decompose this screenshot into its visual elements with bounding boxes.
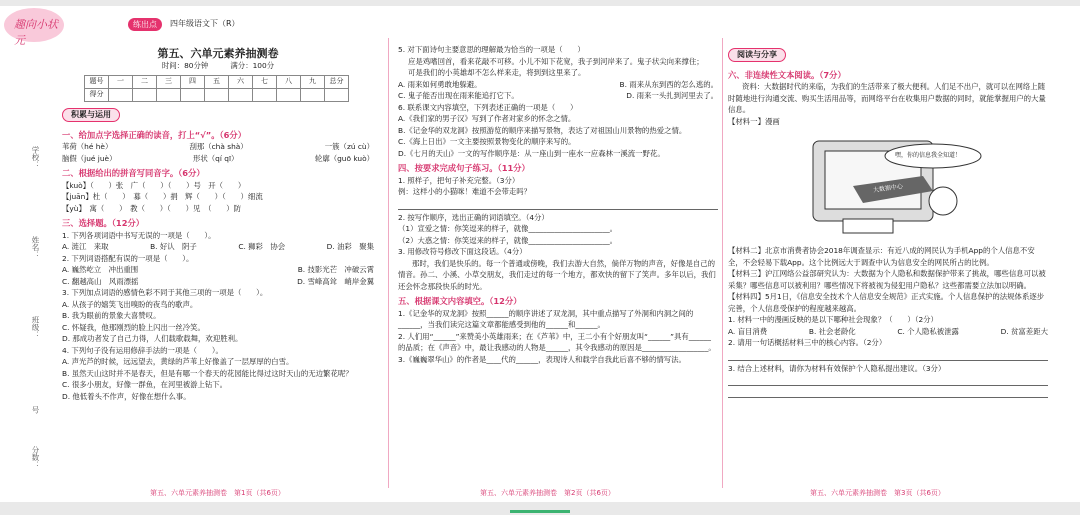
cartoon-image (783, 131, 993, 241)
score-cell[interactable] (253, 89, 277, 102)
intro-text: 资料：大数据时代的来临，为我们的生活带来了极大便利。人们足不出户，就可以在网络上随时随地进行沟通交流、购买生活用品等，而网络平台在收集用户数据的同时，就能掌握用户的大量信息。 (728, 82, 1046, 114)
fill-blank: 3.《巍巍翠华山》的作者是____代的______，表现诗人和载学自我此后喜不够的情写法。 (398, 354, 686, 364)
option: B. 社会老龄化 (808, 326, 856, 336)
option: B. 雨来从东到西的怎么逃的。 (619, 79, 718, 89)
material-3: 【材料三】沪江网络公益部研究认为：大数据为个人隐私和数据保护带来了挑战，哪些信息可以被采集？哪些信息可以被利用？哪些情况下将被视为侵犯用户隐私？这些都需要立法加以明确。 (728, 269, 1046, 290)
score-header-cell: 六 (229, 76, 253, 89)
task: 3. 用修改符号修改下面这段话。（4分） (398, 247, 527, 256)
page-footer: 第五、六单元素养抽测卷 第2页（共6页） (480, 489, 615, 497)
score-header-cell: 二 (133, 76, 157, 89)
option: D. 那成功者发了自己力得，人们载歌载舞，欢迎胜利。 (62, 334, 243, 343)
score-table (84, 75, 349, 102)
section-2-title: 二、根据给出的拼音写同音字。（6分） (62, 168, 205, 178)
task: （2）大惑之情：你笑逗来的样子，就像______________________。 (398, 235, 618, 245)
cartoon-bubble: 嘿，你的信息我全知道！ (895, 152, 962, 159)
task: 1. 照样子，把句子补充完整。（3分） (398, 175, 520, 185)
options (398, 90, 718, 102)
divider (388, 38, 389, 488)
item: 刮那（chà shà） (189, 142, 248, 151)
scroll-indicator[interactable] (510, 510, 570, 513)
options (62, 264, 374, 276)
divider (722, 38, 723, 488)
options (62, 276, 374, 288)
homophone-row: 【kuò】（ ）张 广（ ）（ ）号 开（ ） (62, 180, 246, 190)
score-header-cell: 八 (277, 76, 301, 89)
option: A. 雨来如何勇敢地躲避。 (398, 79, 482, 89)
score-cell[interactable] (277, 89, 301, 102)
passage: 那时，我们是快乐的。每一个普通或傍晚，我们去游大自然，倘佯万物的声音，好像是自己的情音。孙二、小溪、小草交朋友，我们走过的每一个地方，都欢快的留下了笑声。多年以后，我们还会怀念那段快乐的时光。 (398, 258, 716, 291)
item: 形状（qí qī） (193, 153, 239, 163)
answer-line (728, 351, 1048, 361)
score-header-cell: 七 (253, 76, 277, 89)
exam-sheet (0, 6, 1080, 502)
material-1-label: 【材料一】漫画 (728, 116, 780, 126)
option: B. 好认 阴子 (150, 242, 197, 251)
question: 6. 联系课文内容填空，下列表述正确的一项是（ ） (398, 102, 578, 112)
score-cell[interactable] (325, 89, 349, 102)
column-1 (62, 44, 374, 402)
option: B. 技影光芒 冲破云霄 (297, 265, 374, 274)
material-4: 【材料四】5月1日，《信息安全技术个人信息安全规范》正式实施。个人信息保护的法规体系逐步完善，个人信息受保护的程度越来越高。 (728, 292, 1045, 313)
homophone-row: 【juān】杜（ ） 募（ ）捐 辉（ ）（ ）细流 (62, 192, 263, 201)
section-1-title: 一、给加点字选择正确的读音，打上“√”。（6分） (62, 129, 247, 140)
section-5-title: 五、根据课文内容填空。（12分） (398, 296, 522, 306)
question: 3. 下列加点词语的感情色彩不同于其他三项的一项是（ ）。 (62, 288, 268, 297)
item: 轮廓（guō kuò） (314, 153, 374, 163)
page-footer: 第五、六单元素养抽测卷 第3页（共6页） (810, 489, 945, 497)
score-header-cell: 四 (181, 76, 205, 89)
question: 2. 下列词语搭配有误的一项是（ ）。 (62, 253, 194, 263)
answer-line (728, 376, 1048, 386)
option: A.《我们家的男子汉》写到了作者对家乡的怀念之情。 (398, 114, 576, 123)
option: C. 个人隐私被泄露 (897, 326, 959, 336)
logo-text: 趣向小状元 (14, 18, 58, 47)
time-score: 时间：80分钟 满分：100分 (161, 60, 275, 70)
question: 4. 下列句子没有运用修辞手法的一项是（ ）。 (62, 345, 223, 355)
example: 例：这样小的小猫咪！难道不会带走吗？ (398, 187, 532, 196)
option: D. 雨来一头扎到河里去了。 (626, 91, 718, 100)
question: 2. 请用一句话概括材料三中的核心内容。（2分） (728, 338, 887, 347)
header (0, 6, 380, 46)
fill-blank: 2. 人们用“______”来赞美小英雄雨来；在《芦苇》中，王二小有个好朋友叫“______”具有______的品质；在《声音》中，最让我感动的人物是______，其令我感动的原因是__________________。 (398, 331, 716, 352)
answer-line (398, 200, 718, 210)
option: D. 他低着头不作声，好像在想什么事。 (62, 391, 191, 401)
task: （1）宣爱之情：你笑逗来的样子，就像______________________。 (398, 224, 618, 233)
option: A. 声光芦的时候，远远望去，黄绿的芦苇上好像盖了一层厚厚的白雪。 (62, 357, 294, 366)
option: C. 狮彩 协会 (238, 242, 286, 251)
option: A. 盲目消费 (728, 326, 768, 336)
option: A. 从孩子的嬉笑飞出嗅盼的夜鸟的歌声。 (62, 299, 198, 309)
score-header-cell: 一 (109, 76, 133, 89)
school-label: 学校： (31, 146, 40, 169)
fill-blank: 1.《记金华的双龙洞》按照______的顺序讲述了双龙洞，其中重点描写了外洞和内洞之间的______，当我们读完这篇文章都能感受到他的______和______。 (398, 308, 694, 329)
score-cell[interactable] (133, 89, 157, 102)
logo (4, 8, 64, 47)
option: A. 涟江 来取 (62, 242, 109, 251)
pinyin-row (62, 153, 374, 165)
option: C. 鬼子能否出现在雨来能追打它下。 (398, 91, 519, 100)
poem: 应是鸡嗜回首，看来花敲不可移。小儿不知下花宽，我子到河岸来了。鬼子状尖向来撑住； (408, 56, 704, 66)
item: 苇荷（hé hè） (62, 142, 113, 151)
option: D.《七月的天山》一文的写作顺序是：从一座山到一座水一应森林一溪流一野花。 (398, 148, 665, 158)
options (728, 326, 1048, 338)
column-2 (398, 44, 718, 365)
option: A. 巍然屹立 冲出重围 (62, 265, 139, 274)
question: 5. 对下面诗句主要意思的理解最为恰当的一项是（ ） (398, 45, 585, 54)
score-label: 分数： (31, 446, 40, 469)
score-cell[interactable] (301, 89, 325, 102)
option: C. 很多小朋友，好像一群鱼，在河里被游上钻下。 (62, 380, 228, 389)
section-banner: 阅读与分享 (728, 48, 786, 62)
score-header-cell: 五 (205, 76, 229, 89)
score-header-cell: 题号 (85, 76, 109, 89)
pinyin-row (62, 141, 374, 153)
section-banner: 积累与运用 (62, 108, 120, 122)
option: B.《记金华的双龙洞》按照游览的顺序来描写景物，表达了对祖国山川景物的热爱之情。 (398, 125, 687, 135)
options (62, 241, 374, 253)
score-cell: 得分 (85, 89, 109, 102)
option: B. 虽然天山这时并不是春天，但是有哪一个春天的花园能比得过这时天山的无边繁花呢？ (62, 368, 353, 378)
options (398, 79, 718, 91)
item: 一簇（zú cù） (324, 142, 374, 151)
page-footer: 第五、六单元素养抽测卷 第1页（共6页） (150, 489, 285, 497)
name-label: 姓名： (31, 236, 40, 259)
option: C. 怀疑我，他那刚烈的脸上闪出一丝冷笑。 (62, 322, 205, 332)
column-3 (728, 44, 1048, 400)
option: D. 油彩 聚集 (326, 242, 374, 251)
page-title: 第五、六单元素养抽测卷 (157, 47, 279, 60)
answer-line (728, 388, 1048, 398)
score-header-cell: 三 (157, 76, 181, 89)
score-header-cell: 九 (301, 76, 325, 89)
score-cell[interactable] (157, 89, 181, 102)
cartoon-sign: 大数据中心 (872, 182, 904, 195)
question: 1. 材料一中的漫画反映的是以下哪种社会现象？（ ）（2分） (728, 315, 938, 324)
homophone-row: 【yù】 寓（ ） 教（ ）（ ）见 （ ）防 (62, 203, 242, 213)
option: B. 我为眼前的景象大喜赞叹。 (62, 311, 161, 320)
section-3-title: 三、选择题。（12分） (62, 218, 145, 228)
question: 1. 下列各项词语中书写无误的一项是（ ）。 (62, 230, 216, 240)
class-label: 班级： (31, 316, 40, 339)
option: D. 贫富差距大 (1000, 326, 1048, 336)
seat-label: 号 (31, 406, 40, 414)
level-badge: 练出点 (128, 18, 162, 31)
option: D. 雪峰高耸 峭岸金翼 (297, 276, 374, 286)
score-cell[interactable] (109, 89, 133, 102)
score-cell[interactable] (229, 89, 253, 102)
option: C.《海上日出》一文主要按照景物变化的顺序来写的。 (398, 137, 576, 146)
task: 2. 按写作顺序，选出正确的词语填空。（4分） (398, 212, 549, 222)
question: 3. 结合上述材料，请你为材料有效保护个人隐私提出建议。（3分） (728, 363, 946, 373)
section-4-title: 四、按要求完成句子练习。（11分） (398, 163, 530, 173)
score-cell[interactable] (181, 89, 205, 102)
material-2: 【材料二】北京市消费者协会2018年调查显示：有近八成的网民认为手机App的个人信息不安全，不会轻易下载App。这个比例远大于调查中认为信息安全的网民所占的比例。 (728, 246, 1035, 267)
poem: 可是我们的小英雄却不怎么样来走，将到到这里来了。 (408, 68, 586, 77)
score-cell[interactable] (205, 89, 229, 102)
item: 脑假（jué juè） (62, 153, 117, 163)
option: C. 翻越高山 风雨漂摇 (62, 276, 139, 286)
section-6-title: 六、非连续性文本阅读。（7分） (728, 69, 846, 80)
score-header-cell: 总分 (325, 76, 349, 89)
grade-label: 四年级语文下（R） (170, 19, 240, 28)
